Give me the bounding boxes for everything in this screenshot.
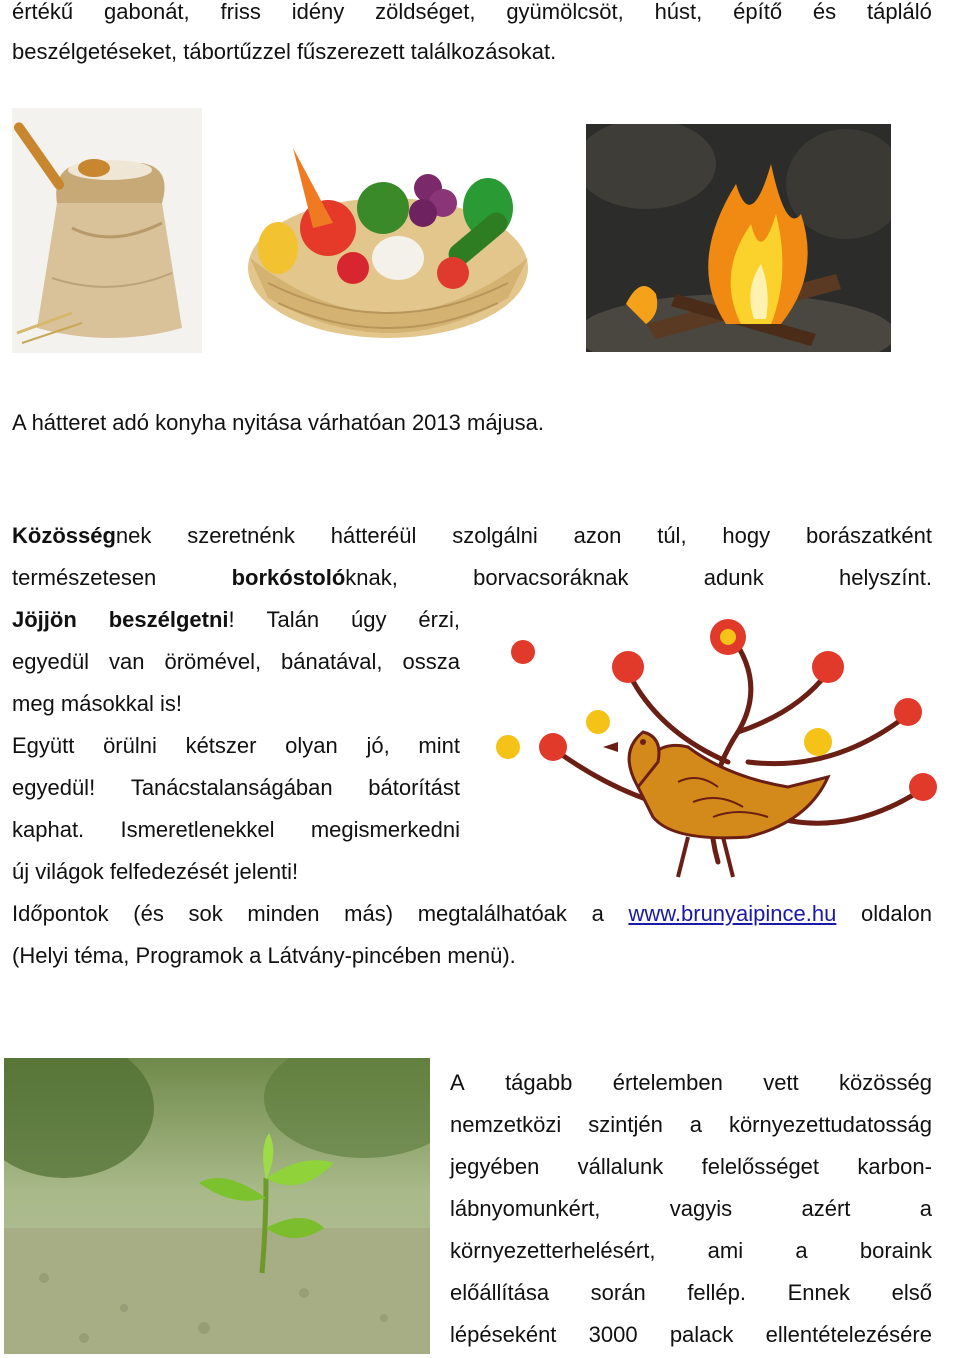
word: borászatként <box>805 523 932 548</box>
word: felelősséget <box>701 1154 820 1179</box>
punctuation: ! <box>228 607 235 632</box>
word: hátteréül <box>330 523 417 548</box>
vegetable-basket-image <box>238 108 538 353</box>
bold-text: beszélgetni <box>108 607 229 632</box>
paragraph-3-line-3 <box>12 606 460 634</box>
word: közösség <box>839 1070 932 1095</box>
word: jegyében <box>450 1154 540 1179</box>
bold-text: Jöjjön <box>12 607 77 632</box>
word: a <box>919 1196 932 1221</box>
word: nemzetközi <box>450 1112 562 1137</box>
word: egyedül! <box>12 775 96 800</box>
word: úgy <box>351 607 387 632</box>
paragraph-1-line-2: beszélgetéseket, tábortűzzel fűszerezett találkozásokat. <box>12 39 557 64</box>
word: természetesen <box>12 565 157 590</box>
word: azon <box>573 523 622 548</box>
word: van <box>109 649 145 674</box>
word: tápláló <box>867 0 932 24</box>
word: megtalálhatóak <box>417 901 567 926</box>
word: Tanácstalanságában <box>130 775 333 800</box>
paragraph-3-line-10 <box>12 900 932 928</box>
word: adunk <box>703 565 764 590</box>
folk-bird-illustration <box>478 612 958 892</box>
word-suffix: knak, <box>345 565 398 590</box>
paragraph-4-line-5 <box>450 1237 932 1265</box>
word: a <box>591 901 604 926</box>
word-suffix: nek <box>115 523 152 548</box>
word: hogy <box>722 523 771 548</box>
word: bánatával, <box>281 649 383 674</box>
word: szolgálni <box>452 523 538 548</box>
word-tasting <box>232 564 398 592</box>
paragraph-3-line-6 <box>12 732 460 760</box>
word: vállalunk <box>577 1154 664 1179</box>
word: és <box>812 0 837 24</box>
flour-sack-image <box>12 108 202 353</box>
word: kaphat. <box>12 817 85 842</box>
paragraph-3-line-9: új világok felfedezését jelenti! <box>12 859 299 884</box>
word: 3000 <box>588 1322 638 1347</box>
word: Talán <box>266 607 320 632</box>
word: olyan <box>285 733 338 758</box>
word: Ismeretlenekkel <box>120 817 275 842</box>
seedling-image <box>4 1058 430 1354</box>
word: idény <box>291 0 345 24</box>
word: Időpontok <box>12 901 109 926</box>
word-talk <box>109 606 235 634</box>
paragraph-4-line-1 <box>450 1069 932 1097</box>
bold-text: Közösség <box>12 523 116 548</box>
paragraph-3-line-2 <box>12 564 932 592</box>
word: lépéseként <box>450 1322 557 1347</box>
word: palack <box>669 1322 734 1347</box>
word: érzi, <box>418 607 460 632</box>
paragraph-4-line-2 <box>450 1111 932 1139</box>
word: kétszer <box>185 733 257 758</box>
word: ossza <box>402 649 460 674</box>
paragraph-3-line-8 <box>12 816 460 844</box>
word: vett <box>763 1070 799 1095</box>
word: bátorítást <box>368 775 460 800</box>
word: építő <box>733 0 783 24</box>
word: oldalon <box>861 901 932 926</box>
word: fellép. <box>687 1280 747 1305</box>
word-community <box>12 522 151 550</box>
word: sok <box>188 901 223 926</box>
bold-text: borkóstoló <box>231 565 346 590</box>
paragraph-2: A hátteret adó konyha nyitása várhatóan 2013 májusa. <box>12 410 545 435</box>
word: Együtt <box>12 733 75 758</box>
word: első <box>891 1280 932 1305</box>
word: a <box>795 1238 808 1263</box>
word: értelemben <box>612 1070 723 1095</box>
word: más) <box>344 901 394 926</box>
website-link[interactable]: www.brunyaipince.hu <box>628 901 837 926</box>
word: tágabb <box>505 1070 573 1095</box>
word: környezetterhelésért, <box>450 1238 656 1263</box>
word: helyszínt. <box>839 565 932 590</box>
word: (és <box>133 901 164 926</box>
word: minden <box>247 901 320 926</box>
word: friss <box>220 0 261 24</box>
word: ami <box>707 1238 744 1263</box>
word: mint <box>418 733 460 758</box>
paragraph-3-line-7 <box>12 774 460 802</box>
paragraph-4-line-6 <box>450 1279 932 1307</box>
paragraph-1-line-1 <box>12 0 932 26</box>
word: ellentételezésére <box>765 1322 932 1347</box>
word: azért <box>801 1196 851 1221</box>
word: előállítása <box>450 1280 550 1305</box>
paragraph-4-line-3 <box>450 1153 932 1181</box>
word: gabonát, <box>104 0 190 24</box>
word: szeretnénk <box>187 523 295 548</box>
word: értékű <box>12 0 74 24</box>
word: örülni <box>103 733 157 758</box>
word: Ennek <box>787 1280 851 1305</box>
word: jó, <box>366 733 390 758</box>
word: húst, <box>654 0 703 24</box>
paragraph-3-line-4 <box>12 648 460 676</box>
word: szintjén <box>588 1112 663 1137</box>
word: vagyis <box>669 1196 733 1221</box>
campfire-image <box>586 124 891 352</box>
word: karbon- <box>857 1154 932 1179</box>
word: gyümölcsöt, <box>506 0 624 24</box>
word: zöldséget, <box>375 0 476 24</box>
word: során <box>590 1280 646 1305</box>
paragraph-3-line-1 <box>12 522 932 550</box>
word: a <box>689 1112 702 1137</box>
word: A <box>450 1070 465 1095</box>
word: boraink <box>859 1238 932 1263</box>
paragraph-4-line-4 <box>450 1195 932 1223</box>
word: borvacsoráknak <box>473 565 629 590</box>
word: örömével, <box>164 649 262 674</box>
word: túl, <box>657 523 687 548</box>
paragraph-3-line-11: (Helyi téma, Programok a Látvány-pincében menü). <box>12 943 516 968</box>
word: megismerkedni <box>310 817 460 842</box>
paragraph-4-line-7 <box>450 1321 932 1349</box>
word: lábnyomunkért, <box>450 1196 601 1221</box>
word: egyedül <box>12 649 90 674</box>
paragraph-3-line-5: meg másokkal is! <box>12 691 182 716</box>
word: környezettudatosság <box>728 1112 932 1137</box>
